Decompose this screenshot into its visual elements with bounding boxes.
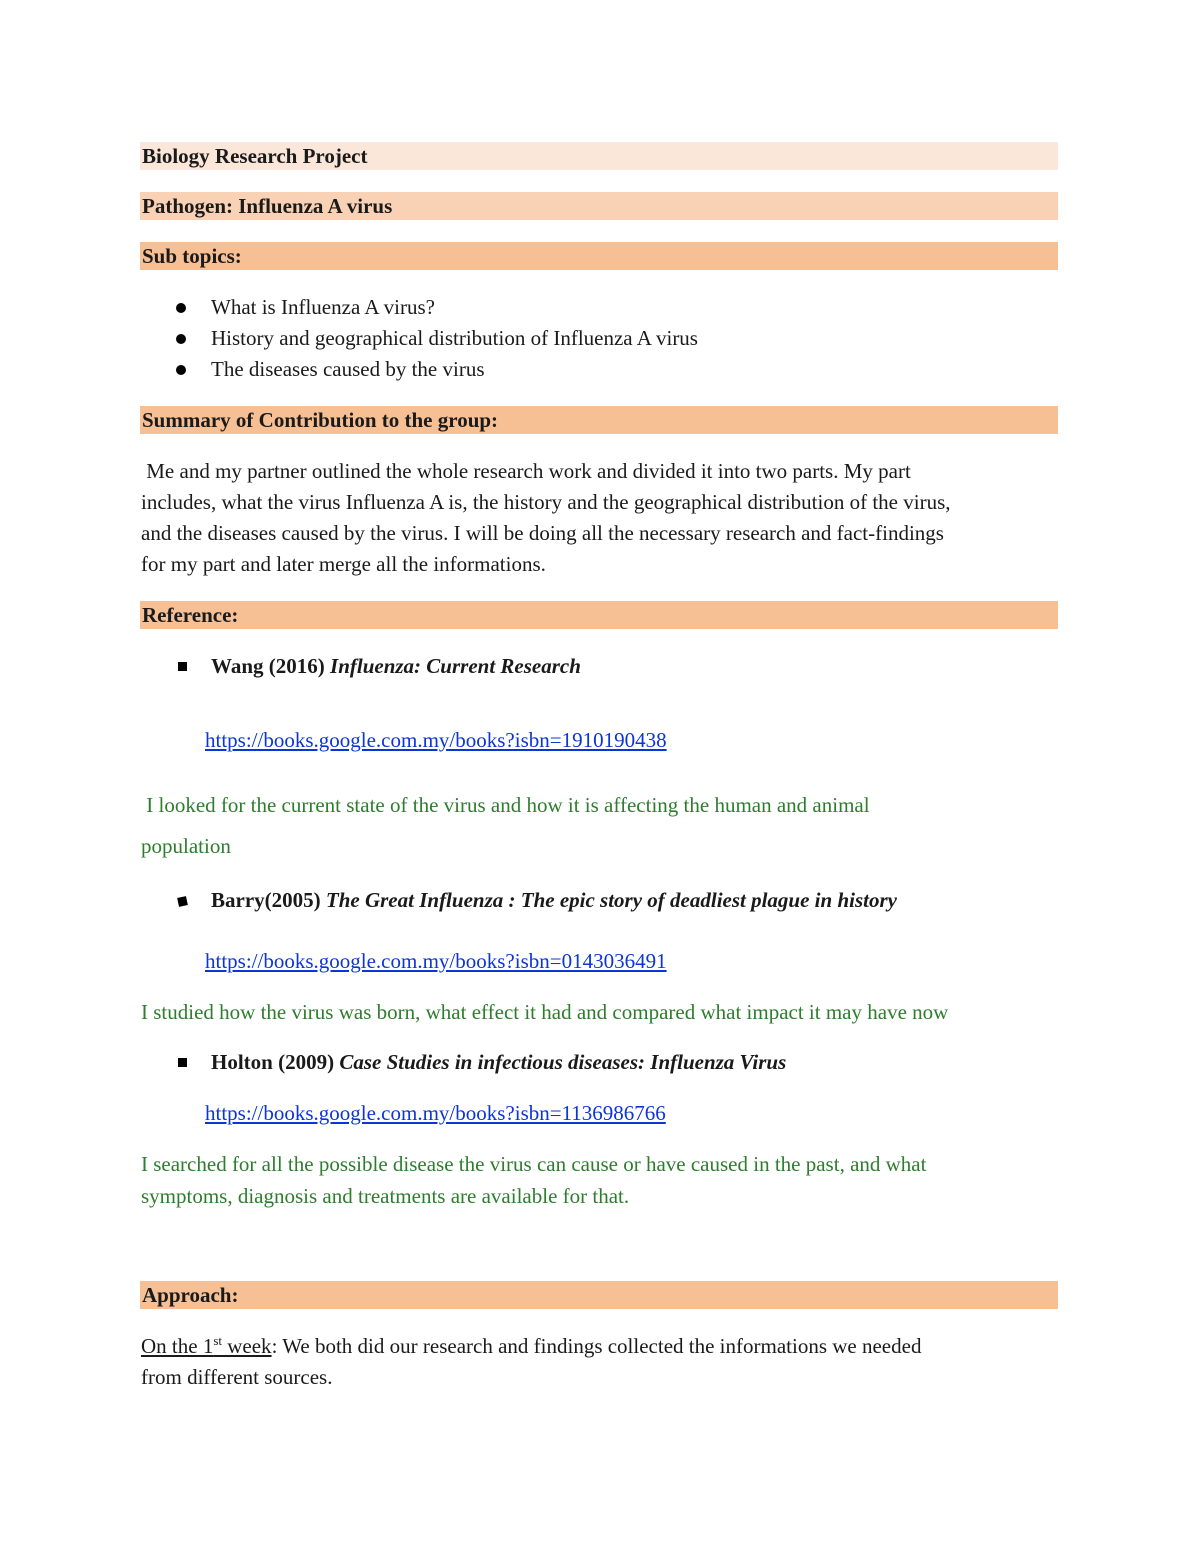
- bullet-icon: [176, 334, 186, 344]
- reference-link[interactable]: https://books.google.com.my/books?isbn=1910190438: [205, 728, 667, 752]
- reference-author: Holton (2009): [211, 1050, 340, 1074]
- subtopics-header: [140, 242, 1058, 270]
- square-bullet-icon: [178, 662, 187, 671]
- summary-line: and the diseases caused by the virus. I will be doing all the necessary research and fact-findings: [141, 521, 944, 545]
- summary-header: [140, 406, 1058, 434]
- week-label-text: On the 1: [141, 1334, 214, 1358]
- summary-heading: Summary of Contribution to the group:: [142, 408, 499, 432]
- reference-citation: [211, 651, 581, 682]
- reference-citation: [211, 885, 897, 916]
- square-bullet-icon: [177, 896, 188, 907]
- reference-note: [141, 997, 1059, 1028]
- reference-author: Barry(2005): [211, 888, 326, 912]
- subtopics-heading: Sub topics:: [142, 244, 242, 268]
- approach-heading: Approach:: [142, 1283, 239, 1307]
- summary-paragraph: [141, 456, 1059, 580]
- note-line: I searched for all the possible disease the virus can cause or have caused in the past, and what: [141, 1152, 927, 1176]
- summary-line: includes, what the virus Influenza A is, the history and the geographical distribution of the virus,: [141, 490, 951, 514]
- note-line: symptoms, diagnosis and treatments are available for that.: [141, 1184, 630, 1208]
- reference-heading: Reference:: [142, 603, 239, 627]
- reference-citation: [211, 1047, 786, 1078]
- pathogen-label: Pathogen: Influenza A virus: [142, 194, 393, 218]
- reference-title: Influenza: Current Research: [330, 654, 581, 678]
- title-header: [140, 142, 1058, 170]
- reference-title: The Great Influenza : The epic story of deadliest plague in history: [325, 888, 897, 912]
- page-title: Biology Research Project: [142, 144, 368, 168]
- approach-week-label: [141, 1334, 272, 1358]
- subtopic-item: The diseases caused by the virus: [211, 357, 485, 381]
- subtopic-item: History and geographical distribution of Influenza A virus: [211, 326, 698, 350]
- approach-text: : We both did our research and findings collected the informations we needed: [271, 1334, 922, 1358]
- square-bullet-icon: [178, 1058, 187, 1067]
- note-line: I looked for the current state of the virus and how it is affecting the human and animal: [141, 793, 870, 817]
- reference-header: [140, 601, 1058, 629]
- summary-line: for my part and later merge all the informations.: [141, 552, 546, 576]
- subtopic-item: What is Influenza A virus?: [211, 295, 435, 319]
- approach-paragraph: [141, 1331, 1059, 1393]
- reference-title: Case Studies in infectious diseases: Influenza Virus: [339, 1050, 787, 1074]
- approach-line: from different sources.: [141, 1365, 333, 1389]
- reference-link[interactable]: https://books.google.com.my/books?isbn=0143036491: [205, 949, 667, 973]
- reference-note: [141, 1148, 1059, 1212]
- approach-header: [140, 1281, 1058, 1309]
- week-label-suffix: week: [222, 1334, 272, 1358]
- note-line: population: [141, 834, 231, 858]
- pathogen-header: [140, 192, 1058, 220]
- week-label-sup: st: [213, 1333, 222, 1348]
- note-line: I studied how the virus was born, what effect it had and compared what impact it may have now: [141, 1000, 949, 1024]
- summary-line: Me and my partner outlined the whole research work and divided it into two parts. My part: [141, 459, 911, 483]
- bullet-icon: [176, 303, 186, 313]
- reference-author: Wang (2016): [211, 654, 331, 678]
- reference-note: [141, 785, 1059, 867]
- bullet-icon: [176, 365, 186, 375]
- reference-link[interactable]: https://books.google.com.my/books?isbn=1136986766: [205, 1101, 666, 1125]
- approach-line: [141, 1331, 1059, 1362]
